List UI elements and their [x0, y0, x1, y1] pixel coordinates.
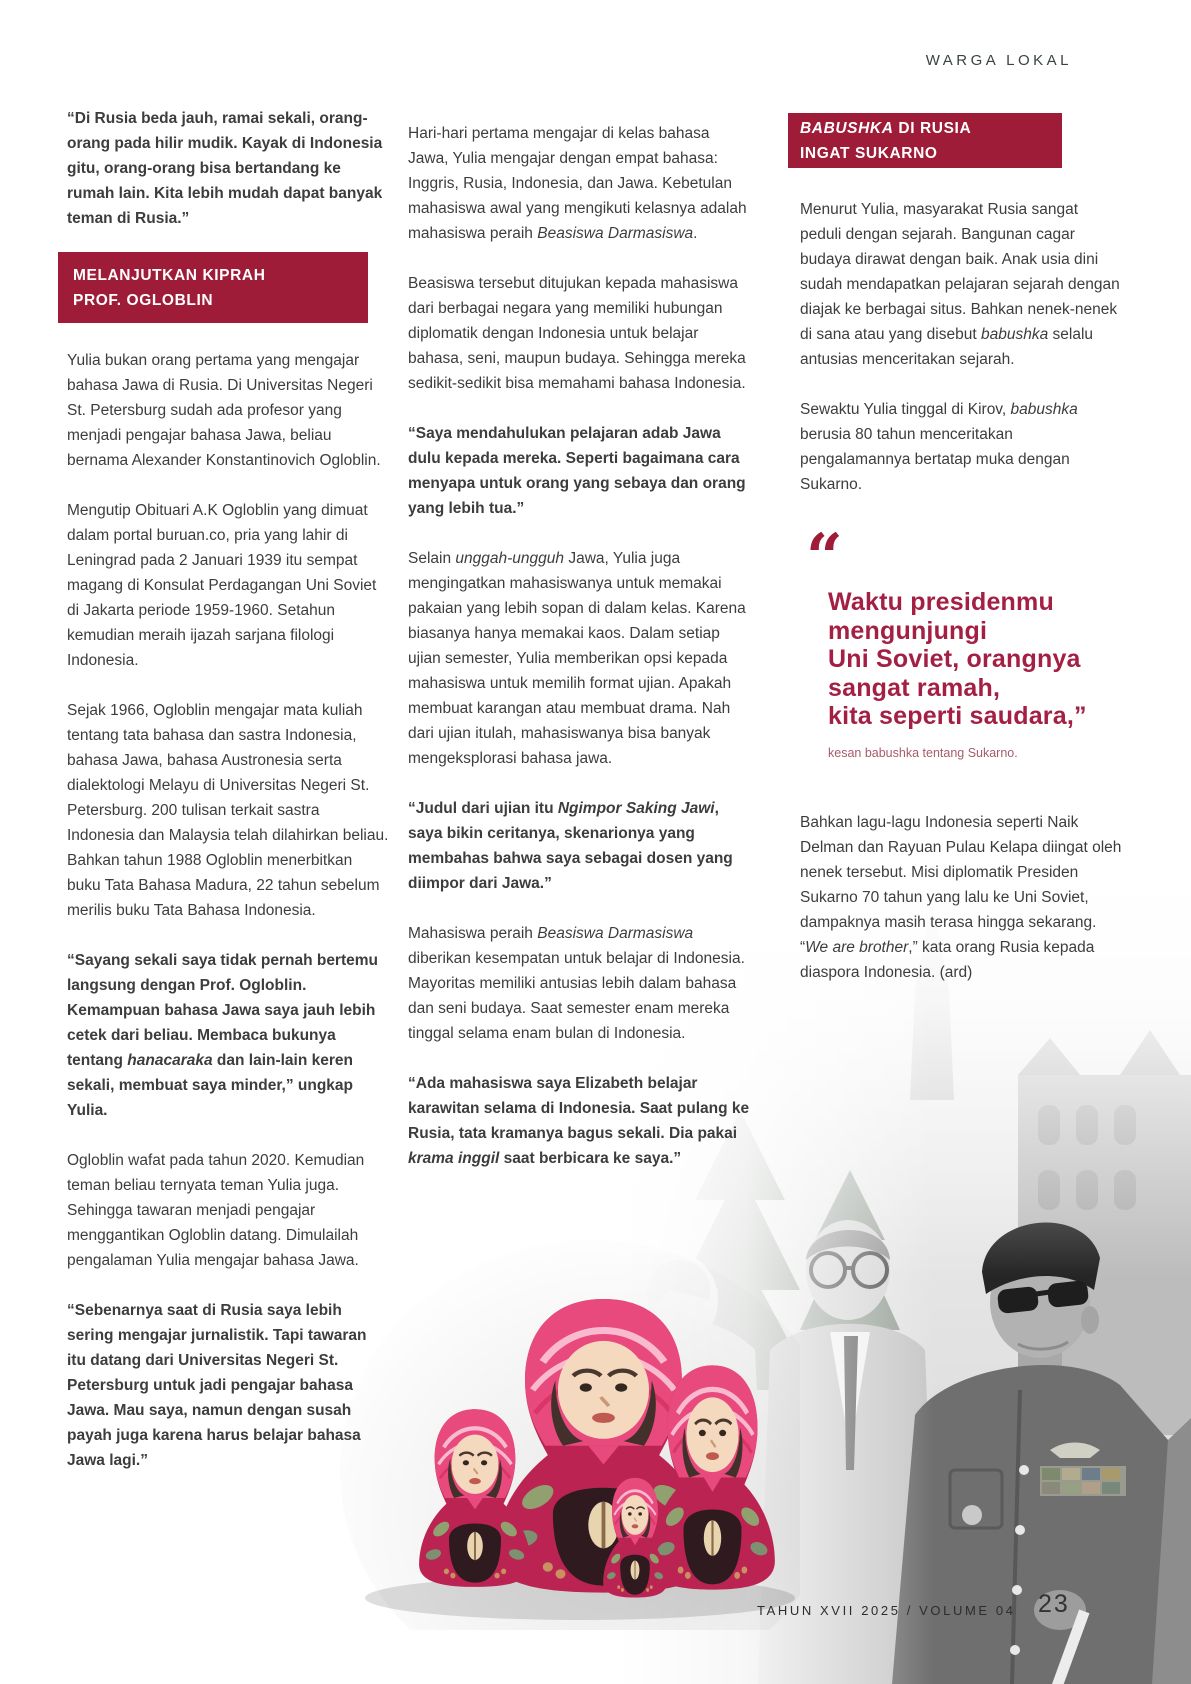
line: INGAT SUKARNO — [800, 145, 938, 162]
pull-quote-caption: kesan babushka tentang Sukarno. — [828, 745, 1018, 760]
line: kita seperti saudara,” — [828, 702, 1087, 730]
matryoshka-photo — [330, 1150, 800, 1630]
column-right-body-top — [800, 197, 1122, 522]
paragraph: “Judul dari ujian itu Ngimpor Saking Jawi, saya bikin ceritanya, skenarionya yang membahas bahwa saya sebagai dosen yang diimpor dari Jawa.” — [408, 800, 733, 892]
section-heading-ogloblin — [58, 252, 368, 323]
line: mengunjungi — [828, 616, 988, 645]
paragraph: Menurut Yulia, masyarakat Rusia sangat peduli dengan sejarah. Bangunan cagar budaya dirawat dengan baik. Anak usia dini sudah mendapatkan pelajaran sejarah dengan diajak ke berbagai situs. Bahkan nenek-nenek di sana atau yang disebut babushka selalu antusias menceritakan sejarah. — [800, 201, 1120, 368]
paragraph: Beasiswa tersebut ditujukan kepada mahasiswa dari berbagai negara yang memiliki hubungan diplomatik dengan Indonesia untuk belajar bahasa, seni, maupun budaya. Sehingga mereka sedikit-sedikit bisa memahami bahasa Indonesia. — [408, 275, 746, 392]
paragraph: Sewaktu Yulia tinggal di Kirov, babushka berusia 80 tahun menceritakan pengalamannya bertatap muka dengan Sukarno. — [800, 401, 1078, 493]
paragraph: “Ada mahasiswa saya Elizabeth belajar karawitan selama di Indonesia. Saat pulang ke Rusia, tata kramanya bagus sekali. Dia pakai krama inggil saat berbicara ke saya.” — [408, 1075, 750, 1167]
line: PROF. OGLOBLIN — [73, 292, 214, 309]
column-left-lead — [67, 106, 389, 256]
paragraph: Hari-hari pertama mengajar di kelas bahasa Jawa, Yulia mengajar dengan empat bahasa: Inggris, Rusia, Indonesia, dan Jawa. Kebetulan mahasiswa awal yang mengikuti kelasnya adalah mahasiswa peraih Beasiswa Darmasiswa. — [408, 125, 747, 242]
pull-quote — [806, 520, 1116, 760]
column-middle-body — [408, 121, 752, 1196]
section-kicker: WARGA LOKAL — [925, 52, 1072, 69]
quote-mark-icon: “ — [806, 520, 843, 595]
page-number: 23 — [1038, 1590, 1070, 1618]
line: MELANJUTKAN KIPRAH — [73, 267, 266, 284]
paragraph: Sejak 1966, Ogloblin mengajar mata kuliah tentang tata bahasa dan sastra Indonesia, bahasa Jawa, bahasa Austronesia serta dialektologi Melayu di Universitas Negeri St. Petersburg. 200 tulisan terkait sastra Indonesia dan Malaysia telah dilahirkan beliau. Bahkan tahun 1988 Ogloblin menerbitkan buku Tata Bahasa Madura, 22 tahun sebelum merilis buku Tata Bahasa Indonesia. — [67, 702, 389, 919]
section-heading-babushka — [788, 113, 1062, 168]
column-right-body-bottom — [800, 810, 1122, 1010]
line: Waktu presidenmu — [828, 588, 1054, 616]
line: sangat ramah, — [828, 673, 1001, 702]
paragraph: Bahkan lagu-lagu Indonesia seperti Naik Delman dan Rayuan Pulau Kelapa diingat oleh nenek tersebut. Misi diplomatik Presiden Sukarno 70 tahun yang lalu ke Uni Soviet, dampaknya masih terasa hingga sekarang. “We are brother,” kata orang Rusia kepada diaspora Indonesia. (ard) — [800, 814, 1122, 981]
paragraph: Mengutip Obituari A.K Ogloblin yang dimuat dalam portal buruan.co, pria yang lahir di Leningrad pada 2 Januari 1939 itu sempat magang di Konsulat Perdagangan Uni Soviet di Jakarta periode 1959-1960. Setahun kemudian meraih ijazah sarjana filologi Indonesia. — [67, 502, 377, 669]
footer-volume: TAHUN XVII 2025 / VOLUME 04 — [757, 1603, 1016, 1618]
line: Uni Soviet, orangnya — [828, 645, 1081, 673]
paragraph: Yulia bukan orang pertama yang mengajar bahasa Jawa di Rusia. Di Universitas Negeri St. Petersburg sudah ada profesor yang menjadi pengajar bahasa Jawa, beliau bernama Alexander Konstantinovich Ogloblin. — [67, 352, 381, 469]
paragraph: Ogloblin wafat pada tahun 2020. Kemudian teman beliau ternyata teman Yulia juga. Sehingga tawaran menjadi pengajar menggantikan Ogloblin datang. Dimulailah pengalaman Yulia mengajar bahasa Jawa. — [67, 1152, 365, 1269]
paragraph: Mahasiswa peraih Beasiswa Darmasiswa diberikan kesempatan untuk belajar di Indonesia. Mayoritas memiliki antusias lebih dalam bahasa dan seni budaya. Saat semester enam mereka tinggal selama enam bulan di Indonesia. — [408, 925, 745, 1042]
paragraph: “Sebenarnya saat di Rusia saya lebih sering mengajar jurnalistik. Tapi tawaran itu datang dari Universitas Negeri St. Petersburg untuk jadi pengajar bahasa Jawa. Mau saya, namun dengan susah payah juga karena harus belajar bahasa Jawa lagi.” — [67, 1302, 367, 1469]
paragraph: “Di Rusia beda jauh, ramai sekali, orang-orang pada hilir mudik. Kayak di Indonesia gitu, orang-orang bisa bertandang ke rumah lain. Kita lebih mudah dapat banyak teman di Rusia.” — [67, 110, 383, 227]
column-left-body — [67, 348, 389, 1498]
paragraph: “Sayang sekali saya tidak pernah bertemu langsung dengan Prof. Ogloblin. Kemampuan bahasa Jawa saya jauh lebih cetek dari beliau. Membaca bukunya tentang hanacaraka dan lain-lain keren sekali, membuat saya minder,” ungkap Yulia. — [67, 952, 378, 1119]
line: BABUSHKA DI RUSIA — [800, 120, 972, 137]
paragraph: Selain unggah-ungguh Jawa, Yulia juga mengingatkan mahasiswanya untuk memakai pakaian yang lebih sopan di dalam kelas. Karena biasanya hanya memakai kaos. Dalam setiap ujian semester, Yulia memberikan opsi kepada mahasiswa untuk memilih format ujian. Apakah membuat karangan atau membuat drama. Nah dari ujian itulah, mahasiswanya bisa banyak mengeksplorasi bahasa jawa. — [408, 550, 746, 767]
paragraph: “Saya mendahulukan pelajaran adab Jawa dulu kepada mereka. Seperti bagaimana cara menyapa untuk orang yang sebaya dan orang yang lebih tua.” — [408, 425, 746, 517]
pull-quote-text — [828, 588, 1116, 731]
